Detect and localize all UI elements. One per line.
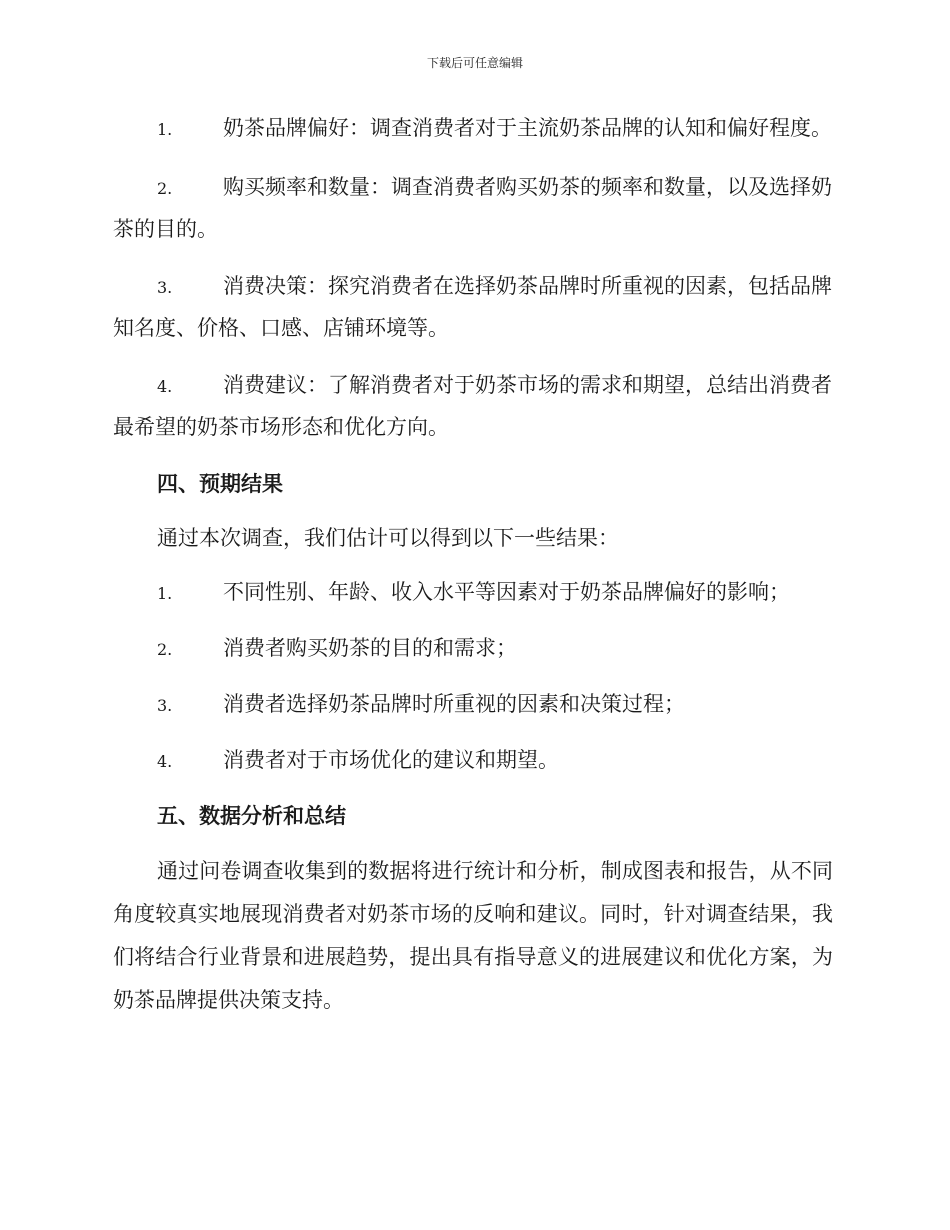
item-number: 3. [157, 696, 173, 715]
item-number: 4. [157, 752, 173, 771]
survey-item [113, 108, 833, 150]
document-content [113, 108, 833, 1036]
item-text: 消费者选择奶茶品牌时所重视的因素和决策过程； [223, 692, 685, 716]
item-text: 不同性别、年龄、收入水平等因素对于奶茶品牌偏好的影响； [223, 580, 790, 604]
item-number: 2. [157, 179, 173, 198]
header-note: 下载后可任意编辑 [426, 56, 523, 70]
item-number: 1. [157, 584, 173, 603]
item-text: 消费者对于市场优化的建议和期望。 [223, 748, 559, 772]
result-item [113, 572, 833, 614]
item-number: 4. [157, 377, 173, 396]
analysis-paragraph: 通过问卷调查收集到的数据将进行统计和分析，制成图表和报告，从不同角度较真实地展现消费者对奶茶市场的反响和建议。同时，针对调查结果，我们将结合行业背景和进展趋势，提出具有指导意义的进展建议和优化方案，为奶茶品牌提供决策支持。 [113, 859, 833, 1012]
section-heading-expected-results: 四、预期结果 [157, 471, 283, 496]
item-text: 购买频率和数量：调查消费者购买奶茶的频率和数量，以及选择奶茶的目的。 [113, 175, 832, 241]
result-item [113, 628, 833, 670]
item-text: 奶茶品牌偏好：调查消费者对于主流奶茶品牌的认知和偏好程度。 [223, 116, 832, 140]
item-text: 消费决策：探究消费者在选择奶茶品牌时所重视的因素，包括品牌知名度、价格、口感、店铺环境等。 [113, 274, 832, 340]
expected-results-intro: 通过本次调查，我们估计可以得到以下一些结果： [157, 526, 619, 550]
result-item [113, 684, 833, 726]
item-text: 消费者购买奶茶的目的和需求； [223, 636, 517, 660]
item-text: 消费建议：了解消费者对于奶茶市场的需求和期望，总结出消费者最希望的奶茶市场形态和优化方向。 [113, 373, 832, 439]
survey-item [113, 266, 833, 348]
item-number: 3. [157, 278, 173, 297]
section-heading-analysis: 五、数据分析和总结 [157, 803, 346, 828]
result-item [113, 740, 833, 782]
item-number: 2. [157, 640, 173, 659]
survey-item [113, 365, 833, 447]
survey-item [113, 167, 833, 249]
item-number: 1. [157, 120, 173, 139]
